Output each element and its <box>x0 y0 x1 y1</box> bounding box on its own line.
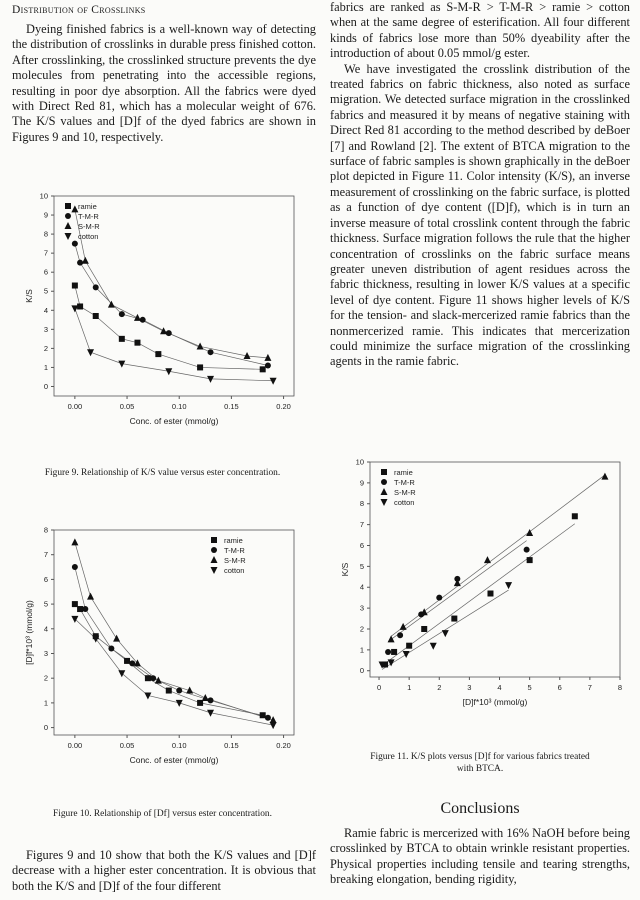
legend-label-s-m-r: S-M-R <box>394 488 416 497</box>
data-point-ramie <box>451 616 457 622</box>
legend-label-s-m-r: S-M-R <box>78 222 100 231</box>
x-tick-label: 0.20 <box>276 741 291 750</box>
data-point-s-m-r <box>108 301 115 308</box>
legend-marker-s-m-r <box>381 488 388 495</box>
legend-label-ramie: ramie <box>394 468 413 477</box>
x-tick-label: 0.00 <box>67 402 83 411</box>
data-point-t-m-r <box>93 284 99 290</box>
y-tick-label: 6 <box>43 574 48 584</box>
legend-label-ramie: ramie <box>224 536 243 545</box>
data-point-t-m-r <box>208 349 214 355</box>
plot-frame <box>54 530 294 735</box>
right-column <box>330 0 630 370</box>
x-tick-label: 7 <box>587 683 592 692</box>
data-point-cotton <box>403 651 410 658</box>
legend-label-cotton: cotton <box>78 232 99 241</box>
data-point-t-m-r <box>140 317 146 323</box>
x-tick-label: 0.05 <box>119 402 135 411</box>
legend-marker-t-m-r <box>65 213 71 219</box>
y-tick-label: 4 <box>43 305 48 315</box>
data-point-s-m-r <box>87 593 94 600</box>
data-point-cotton <box>270 722 277 729</box>
data-point-cotton <box>505 582 512 589</box>
data-point-cotton <box>207 376 214 383</box>
data-point-s-m-r <box>484 556 491 563</box>
data-point-t-m-r <box>436 595 442 601</box>
y-tick-label: 3 <box>43 648 48 658</box>
y-tick-label: 0 <box>43 723 48 733</box>
x-tick-label: 4 <box>497 683 502 692</box>
x-tick-label: 0.10 <box>171 402 187 411</box>
legend-marker-cotton <box>65 233 72 240</box>
data-point-s-m-r <box>82 257 89 264</box>
y-tick-label: 0 <box>359 666 364 676</box>
data-point-ramie <box>406 643 412 649</box>
y-tick-label: 7 <box>43 550 48 560</box>
y-tick-label: 6 <box>43 267 48 277</box>
data-point-ramie <box>145 675 151 681</box>
data-point-t-m-r <box>77 260 83 266</box>
y-tick-label: 7 <box>43 248 48 258</box>
fit-curve-cotton <box>75 308 273 380</box>
data-point-t-m-r <box>385 649 391 655</box>
data-point-t-m-r <box>108 646 114 652</box>
data-point-ramie <box>72 283 78 289</box>
data-point-s-m-r <box>160 327 167 334</box>
data-point-t-m-r <box>129 660 135 666</box>
y-tick-label: 2 <box>359 624 364 634</box>
left-column <box>12 0 316 145</box>
figure-11-caption-line-2: with BTCA. <box>456 764 504 774</box>
legend-label-t-m-r: T-M-R <box>394 478 415 487</box>
data-point-t-m-r <box>397 632 403 638</box>
data-point-ramie <box>260 366 266 372</box>
y-tick-label: 8 <box>43 525 48 535</box>
x-tick-label: 8 <box>617 683 623 692</box>
data-point-ramie <box>124 658 130 664</box>
data-point-ramie <box>197 364 203 370</box>
legend-marker-s-m-r <box>211 556 218 563</box>
left-bottom-text <box>12 848 316 894</box>
x-tick-label: 0.00 <box>67 741 83 750</box>
y-axis-label: K/S <box>340 562 350 577</box>
data-point-ramie <box>93 313 99 319</box>
y-tick-label: 8 <box>43 229 48 239</box>
x-tick-label: 0.10 <box>171 741 187 750</box>
y-tick-label: 10 <box>39 191 48 201</box>
x-tick-label: 1 <box>407 683 412 692</box>
data-point-ramie <box>72 601 78 607</box>
y-tick-label: 1 <box>43 362 48 372</box>
y-tick-label: 4 <box>359 582 364 592</box>
data-point-s-m-r <box>202 694 209 701</box>
y-tick-label: 5 <box>359 561 364 571</box>
data-point-t-m-r <box>119 311 125 317</box>
data-point-s-m-r <box>113 635 120 642</box>
data-point-ramie <box>487 591 493 597</box>
data-point-ramie <box>572 513 578 519</box>
figure-9-caption: Figure 9. Relationship of K/S value versus ester concentration. <box>44 468 281 478</box>
data-point-cotton <box>442 630 449 637</box>
data-point-ramie <box>166 688 172 694</box>
x-tick-label: 5 <box>527 683 532 692</box>
legend-marker-ramie <box>381 469 387 475</box>
legend-label-s-m-r: S-M-R <box>224 556 246 565</box>
data-point-t-m-r <box>176 688 182 694</box>
y-tick-label: 0 <box>43 381 48 391</box>
y-tick-label: 8 <box>359 499 364 509</box>
data-point-t-m-r <box>82 606 88 612</box>
x-axis-label: Conc. of ester (mmol/g) <box>129 755 219 765</box>
data-point-ramie <box>421 626 427 632</box>
legend-marker-t-m-r <box>211 547 217 553</box>
data-point-cotton <box>270 378 277 385</box>
figure-11 <box>330 452 630 782</box>
conclusions-heading: Conclusions <box>440 800 520 817</box>
fit-curve-s-m-r <box>75 209 268 358</box>
y-tick-label: 1 <box>43 698 48 708</box>
x-axis-label: [D]f*10³ (mmol/g) <box>462 697 528 707</box>
data-point-ramie <box>77 606 83 612</box>
data-point-t-m-r <box>166 330 172 336</box>
right-bottom-text <box>330 826 630 888</box>
legend-marker-ramie <box>65 203 71 209</box>
data-point-s-m-r <box>71 538 78 545</box>
right-paragraph-3: Ramie fabric is mercerized with 16% NaOH before being crosslinked by BTCA to obtain wrinkle resistant properties. Physical properties including tensile and tearing strengths, breaking elongation, bending rigidity, <box>330 826 630 887</box>
data-point-ramie <box>155 351 161 357</box>
data-point-ramie <box>134 340 140 346</box>
x-tick-label: 0 <box>376 683 382 692</box>
data-point-t-m-r <box>265 363 271 369</box>
x-tick-label: 0.05 <box>119 741 135 750</box>
legend-marker-cotton <box>381 499 388 506</box>
fit-curve-ramie <box>75 604 263 715</box>
fit-curve-cotton <box>75 619 273 725</box>
y-tick-label: 7 <box>359 520 364 530</box>
legend-marker-cotton <box>211 567 218 574</box>
figure-10-caption: Figure 10. Relationship of [Df] versus ester concentration. <box>53 809 272 819</box>
right-paragraph-2: We have investigated the crosslink distribution of the treated fabrics on fabric thickness, also noted as surface migration. We detected surface migration in the crosslinked fabrics and measured it by means of negative staining with Direct Red 81 according to the method described by deBoer [7] and Rowland [2]. The extent of BTCA migration to the surface of fabric samples is shown graphically in the deBoer plot depicted in Figure 11. Color intensity (K/S), an inverse measurement of crosslinking on the fabric surface, is plotted as a function of dye content ([D]f), which is in turn an inverse measure of total crosslink content through the fabric thickness. Surface migration follows the rule that the higher concentration of crosslinks on the fabric surface means greater uneven distribution of agent residues across the fabric thickness, resulting in lower K/S values at a specific level of dye content. Figure 11 shows higher levels of K/S for the tension- and slack-mercerized ramie fabrics than the nonmercerized ramie. This indicates that mercerization could minimize the surface migration of the crosslinking agents in the ramie fabric. <box>330 61 630 369</box>
data-point-cotton <box>118 670 125 677</box>
data-point-t-m-r <box>72 241 78 247</box>
figure-11-chart <box>330 452 630 732</box>
x-tick-label: 0.15 <box>224 741 239 750</box>
figure-9-chart <box>20 186 305 446</box>
y-tick-label: 10 <box>355 457 364 467</box>
right-paragraph-1: fabrics are ranked as S-M-R > T-M-R > ramie > cotton when at the same degree of esterification. All four different kinds of fabrics lose more than 50% dyeability after the introduction of about 0.05 mmol/g ester. <box>330 0 630 61</box>
x-tick-label: 6 <box>557 683 562 692</box>
y-tick-label: 5 <box>43 599 48 609</box>
legend-marker-s-m-r <box>65 222 72 229</box>
data-point-s-m-r <box>400 623 407 630</box>
section-heading: Distribution of Crosslinks <box>12 4 146 16</box>
data-point-ramie <box>527 557 533 563</box>
data-point-cotton <box>87 349 94 356</box>
x-tick-label: 3 <box>467 683 472 692</box>
legend-label-ramie: ramie <box>78 202 97 211</box>
fit-curve-t-m-r <box>388 541 527 642</box>
data-point-ramie <box>260 712 266 718</box>
x-tick-label: 0.20 <box>276 402 291 411</box>
y-tick-label: 2 <box>43 343 48 353</box>
y-tick-label: 4 <box>43 624 48 634</box>
x-tick-label: 0.15 <box>224 402 239 411</box>
data-point-t-m-r <box>265 715 271 721</box>
figure-11-caption-line-1: Figure 11. K/S plots versus [D]f for various fabrics treated <box>370 752 590 762</box>
data-point-t-m-r <box>72 564 78 570</box>
fit-curve-ramie <box>385 524 575 664</box>
y-axis-label: K/S <box>24 289 34 303</box>
legend-label-cotton: cotton <box>224 566 245 575</box>
figure-10-chart <box>20 520 305 785</box>
y-tick-label: 1 <box>359 645 364 655</box>
legend-label-t-m-r: T-M-R <box>78 212 99 221</box>
data-point-t-m-r <box>150 675 156 681</box>
data-point-s-m-r <box>388 635 395 642</box>
y-tick-label: 9 <box>43 210 48 220</box>
legend-label-t-m-r: T-M-R <box>224 546 245 555</box>
figure-9 <box>20 186 305 478</box>
data-point-t-m-r <box>524 547 530 553</box>
y-tick-label: 6 <box>359 540 364 550</box>
fit-curve-t-m-r <box>75 244 268 366</box>
y-tick-label: 3 <box>359 603 364 613</box>
y-axis-label: [D]f*10³ (mmol/g) <box>24 600 34 665</box>
y-tick-label: 2 <box>43 673 48 683</box>
x-axis-label: Conc. of ester (mmol/g) <box>129 416 219 426</box>
left-paragraph-1: Dyeing finished fabrics is a well-known way of detecting the distribution of crosslinks in durable press finished cotton. After crosslinking, the crosslinked structure prevents the dye molecules from penetrating into the accessible regions, resulting in poor dye absorption. All the fabrics were dyed with Direct Red 81, which has a molecular weight of 676. The K/S values and [D]f of the dyed fabrics are shown in Figures 9 and 10, respectively. <box>12 22 316 144</box>
y-tick-label: 9 <box>359 478 364 488</box>
left-paragraph-2: Figures 9 and 10 show that both the K/S values and [D]f decrease with a higher ester concentration. It is obvious that both the K/S and [D]f of the four different <box>12 848 316 893</box>
legend-marker-ramie <box>211 537 217 543</box>
legend-label-cotton: cotton <box>394 498 415 507</box>
data-point-ramie <box>77 303 83 309</box>
data-point-ramie <box>119 336 125 342</box>
x-tick-label: 2 <box>437 683 442 692</box>
data-point-cotton <box>71 616 78 623</box>
y-tick-label: 5 <box>43 286 48 296</box>
data-point-s-m-r <box>601 473 608 480</box>
figure-10 <box>20 520 305 820</box>
y-tick-label: 3 <box>43 324 48 334</box>
data-point-ramie <box>391 649 397 655</box>
legend-marker-t-m-r <box>381 479 387 485</box>
data-point-cotton <box>430 643 437 650</box>
